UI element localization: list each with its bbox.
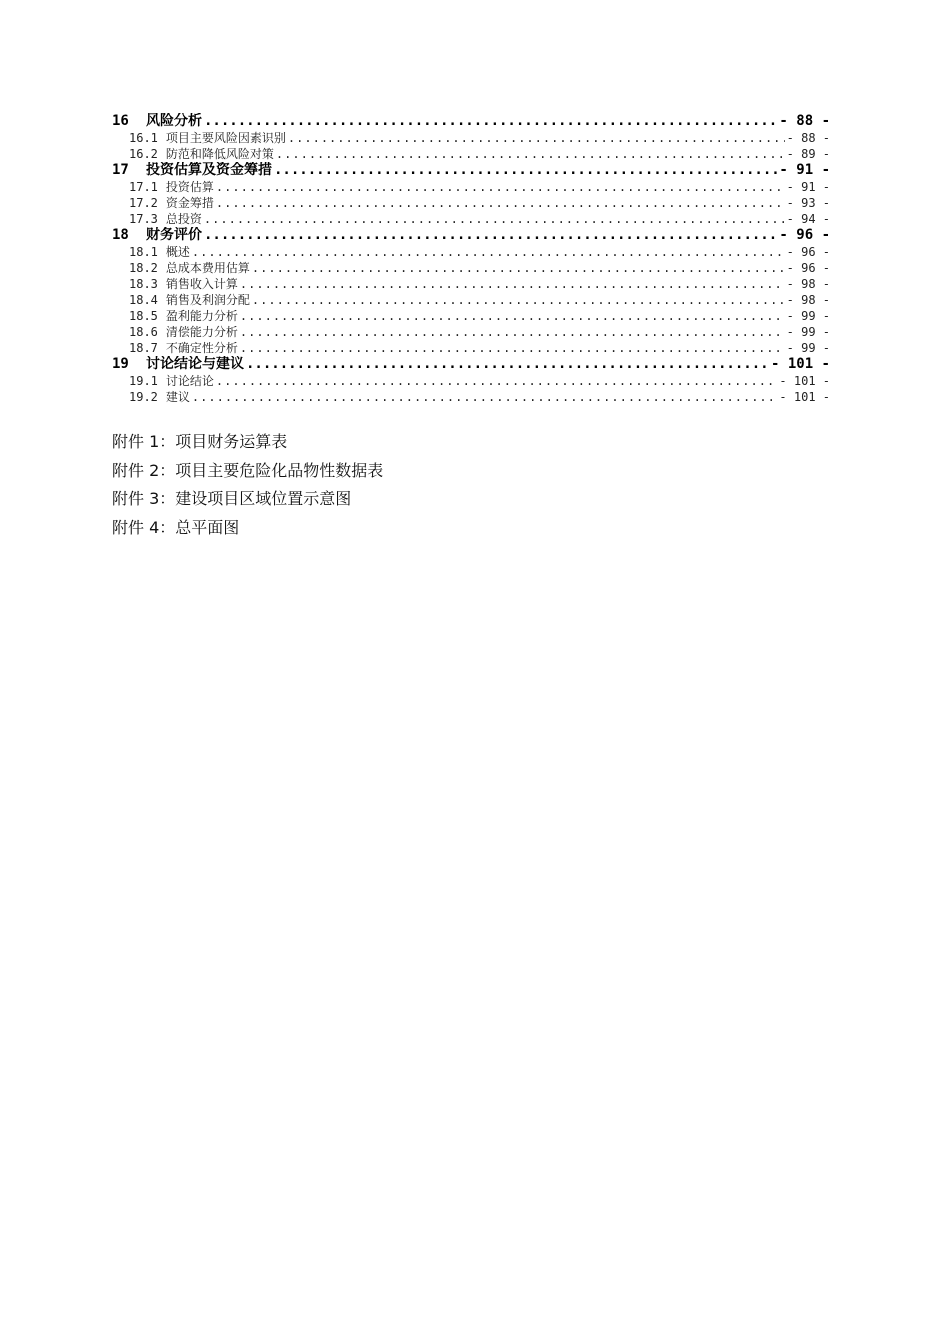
toc-entry-number: 18.5 <box>129 309 158 323</box>
toc-entry-page: - 94 - <box>786 212 830 226</box>
toc-entry-16-1[interactable] <box>112 130 830 146</box>
toc-entry-title: 销售收入计算 <box>165 277 238 291</box>
toc-entry-page: - 88 - <box>786 131 830 145</box>
toc-entry-title: 投资估算 <box>165 180 214 194</box>
toc-leader-dots <box>252 292 785 308</box>
toc-leader-dots <box>274 162 777 179</box>
toc-entry-17-1[interactable] <box>112 179 830 195</box>
toc-entry-page: - 99 - <box>786 341 830 355</box>
toc-entry-number: 17.2 <box>129 196 158 210</box>
toc-entry-number: 17.3 <box>129 212 158 226</box>
toc-entry-18-7[interactable] <box>112 340 830 356</box>
toc-entry-number: 18.4 <box>129 293 158 307</box>
toc-entry-number: 18 <box>112 227 129 243</box>
toc-entry-title: 风险分析 <box>146 113 202 129</box>
toc-entry-16[interactable] <box>112 113 830 130</box>
toc-entry-19[interactable] <box>112 356 830 373</box>
toc-entry-18-1[interactable] <box>112 244 830 260</box>
toc-leader-dots <box>240 324 785 340</box>
toc-leader-dots <box>216 195 785 211</box>
toc-entry-page: - 89 - <box>786 147 830 161</box>
toc-entry-number: 18.3 <box>129 277 158 291</box>
toc-entry-title: 财务评价 <box>146 227 202 243</box>
toc-entry-title: 总成本费用估算 <box>165 261 250 275</box>
toc-entry-16-2[interactable] <box>112 146 830 162</box>
toc-entry-page: - 98 - <box>786 293 830 307</box>
toc-entry-title: 资金筹措 <box>165 196 214 210</box>
attachment-4: 附件 4：总平面图 <box>112 517 240 537</box>
toc-leader-dots <box>192 389 778 405</box>
toc-entry-number: 19.1 <box>129 374 158 388</box>
attachment-1: 附件 1：项目财务运算表 <box>112 432 288 451</box>
toc-entry-page: - 99 - <box>786 309 830 323</box>
toc-entry-title: 盈利能力分析 <box>165 309 238 323</box>
toc-entry-18-3[interactable] <box>112 276 830 292</box>
toc-entry-number: 18.7 <box>129 341 158 355</box>
toc-entry-number: 17 <box>112 162 129 178</box>
toc-entry-number: 17.1 <box>129 180 158 194</box>
toc-leader-dots <box>252 260 785 276</box>
toc-entry-title: 投资估算及资金筹措 <box>146 162 272 178</box>
toc-entry-17-3[interactable] <box>112 211 830 227</box>
toc-entry-18[interactable] <box>112 227 830 244</box>
toc-entry-page: - 96 - <box>779 227 830 243</box>
toc-leader-dots <box>240 340 785 356</box>
toc-entry-title: 销售及利润分配 <box>165 293 250 307</box>
toc-leader-dots <box>276 146 785 162</box>
toc-leader-dots <box>204 227 777 244</box>
toc-entry-title: 不确定性分析 <box>165 341 238 355</box>
toc-entry-page: - 91 - <box>786 180 830 194</box>
toc-entry-17[interactable] <box>112 162 830 179</box>
toc-entry-title: 项目主要风险因素识别 <box>165 131 286 145</box>
attachment-3: 附件 3：建设项目区域位置示意图 <box>112 489 352 508</box>
toc-entry-number: 16.2 <box>129 147 158 161</box>
toc-entry-number: 18.6 <box>129 325 158 339</box>
toc-entry-title: 防范和降低风险对策 <box>165 147 274 161</box>
toc-entry-page: - 99 - <box>786 325 830 339</box>
toc-entry-page: - 91 - <box>779 162 830 178</box>
toc-entry-number: 16 <box>112 113 129 129</box>
attachments-list <box>112 428 383 542</box>
toc-entry-page: - 98 - <box>786 277 830 291</box>
table-of-contents <box>112 113 830 405</box>
toc-entry-number: 19 <box>112 356 129 372</box>
toc-entry-title: 讨论结论与建议 <box>146 356 244 372</box>
toc-leader-dots <box>192 244 785 260</box>
toc-entry-title: 总投资 <box>165 212 202 226</box>
toc-entry-page: - 101 - <box>779 390 830 404</box>
toc-entry-18-2[interactable] <box>112 260 830 276</box>
toc-leader-dots <box>240 276 785 292</box>
toc-entry-18-4[interactable] <box>112 292 830 308</box>
toc-entry-title: 清偿能力分析 <box>165 325 238 339</box>
toc-leader-dots <box>204 113 777 130</box>
toc-entry-18-6[interactable] <box>112 324 830 340</box>
toc-entry-title: 讨论结论 <box>165 374 214 388</box>
toc-leader-dots <box>216 179 785 195</box>
toc-entry-page: - 96 - <box>786 261 830 275</box>
toc-leader-dots <box>204 211 785 227</box>
toc-entry-page: - 96 - <box>786 245 830 259</box>
attachment-2: 附件 2：项目主要危险化品物性数据表 <box>112 460 384 480</box>
toc-entry-number: 19.2 <box>129 390 158 404</box>
toc-leader-dots <box>288 130 785 146</box>
toc-entry-18-5[interactable] <box>112 308 830 324</box>
toc-entry-number: 18.1 <box>129 245 158 259</box>
toc-entry-page: - 101 - <box>770 356 830 372</box>
toc-leader-dots <box>246 356 769 373</box>
toc-entry-title: 建议 <box>165 390 190 404</box>
toc-entry-title: 概述 <box>165 245 190 259</box>
toc-entry-number: 18.2 <box>129 261 158 275</box>
toc-entry-number: 16.1 <box>129 131 158 145</box>
toc-entry-page: - 88 - <box>779 113 830 129</box>
toc-entry-17-2[interactable] <box>112 195 830 211</box>
toc-entry-19-2[interactable] <box>112 389 830 405</box>
toc-entry-page: - 101 - <box>779 374 830 388</box>
toc-leader-dots <box>240 308 785 324</box>
toc-entry-page: - 93 - <box>786 196 830 210</box>
toc-entry-19-1[interactable] <box>112 373 830 389</box>
toc-leader-dots <box>216 373 778 389</box>
